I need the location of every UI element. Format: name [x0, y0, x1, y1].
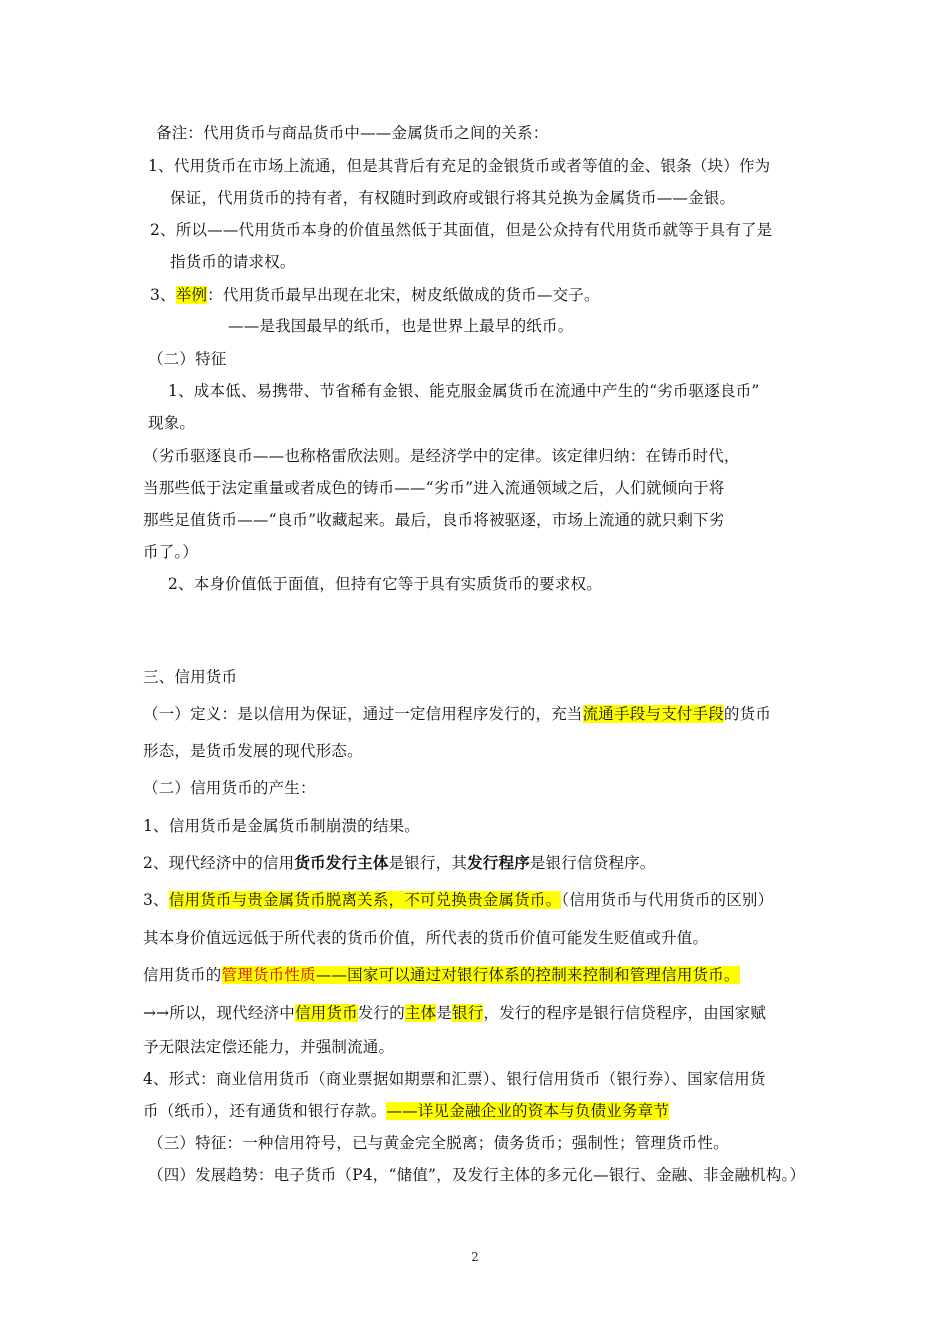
credit-heading: [143, 667, 237, 687]
origin-item-2-text-a: 2、现代经济中的信用: [143, 854, 295, 872]
forms-text-1: 4、形式：商业信用货币（商业票据如期票和汇票）、银行信用货币（银行券）、国家信用货: [143, 1070, 766, 1088]
origin-item-3-text: （信用货币与代用货币的区别）: [561, 891, 774, 909]
definition-text-b: 的货币: [723, 705, 772, 723]
gresham-text-4: 币了。）: [143, 543, 199, 561]
features-heading: [148, 349, 227, 369]
gresham-text-1: （劣币驱逐良币——也称格雷欣法则。是经济学中的定律。该定律归纳：在铸币时代，: [143, 447, 740, 465]
notes-item-1-line-1: [148, 156, 770, 176]
conclusion-text-b: 发行的: [357, 1004, 405, 1022]
feature-1-text-1: 1、成本低、易携带、节省稀有金银、能克服金属货币在流通中产生的“劣币驱逐良币”: [168, 382, 760, 400]
conclusion-text-2: 予无限法定偿还能力，并强制流通。: [143, 1038, 395, 1056]
notes-item-2-text-2: 指货币的请求权。: [170, 253, 296, 271]
notes-title: [156, 123, 549, 143]
notes-item-3-prefix: 3、: [150, 286, 176, 304]
gresham-line-1: [143, 446, 740, 466]
definition-highlight: 流通手段与支付手段: [582, 705, 724, 723]
origin-item-2-text-c: 是银行，其: [388, 854, 468, 872]
bank-highlight: 银行: [452, 1004, 484, 1022]
notes-item-3-line-2: [228, 316, 573, 336]
origin-item-3-prefix: 3、: [143, 891, 169, 909]
credit-definition-line-1: [143, 704, 771, 724]
origin-item-2-text-d: 是银行信贷程序。: [529, 854, 656, 872]
credit-features-line: [148, 1133, 729, 1153]
gresham-line-4: [143, 542, 198, 562]
notes-item-1-text-2: 保证，代用货币的持有者，有权随时到政府或银行将其兑换为金属货币——金银。: [170, 189, 736, 207]
conclusion-line-2: [143, 1037, 394, 1057]
issuer-bold: 货币发行主体: [294, 853, 389, 872]
credit-heading-text: 三、信用货币: [143, 668, 238, 686]
features-heading-text: （二）特征: [148, 350, 227, 368]
forms-line-1: [143, 1069, 766, 1089]
origin-heading: [143, 778, 316, 798]
page-number: 2: [471, 1250, 479, 1264]
trend-text: （四）发展趋势：电子货币（P4，“储值”，及发行主体的多元化—银行、金融、非金融机构。）: [148, 1166, 806, 1184]
example-highlight: 举例: [175, 286, 208, 304]
gresham-text-2: 当那些低于法定重量或者成色的铸币——“劣币”进入流通领域之后，人们就倾向于将: [143, 479, 725, 497]
procedure-bold: 发行程序: [467, 853, 530, 872]
notes-item-2-text-1: 2、所以——代用货币本身的价值虽然低于其面值，但是公众持有代用货币就等于具有了是: [150, 221, 773, 239]
definition-text-2: 形态，是货币发展的现代形态。: [143, 742, 363, 760]
managed-text-a: 信用货币的: [143, 966, 222, 984]
credit-money-highlight: 信用货币: [294, 1004, 358, 1022]
conclusion-text-c: 是: [436, 1004, 453, 1022]
conclusion-text-a: →→所以，现代经济中: [143, 1004, 295, 1022]
forms-line-2: [143, 1101, 669, 1121]
origin-heading-text: （二）信用货币的产生：: [143, 779, 316, 797]
notes-item-2-line-1: [150, 220, 772, 240]
subject-highlight: 主体: [404, 1004, 437, 1022]
origin-item-3-line-1: [143, 890, 773, 910]
feature-1-text-2: 现象。: [148, 414, 196, 432]
definition-text-a: （一）定义：是以信用为保证，通过一定信用程序发行的，充当: [143, 705, 583, 723]
notes-item-1-text-1: 1、代用货币在市场上流通，但是其背后有充足的金银货币或者等值的金、银条（块）作为: [148, 157, 771, 175]
notes-item-3-text-2: ——是我国最早的纸币，也是世界上最早的纸币。: [228, 317, 574, 335]
notes-item-3-text: ：代用货币最早出现在北宋，树皮纸做成的货币—交子。: [207, 286, 600, 304]
feature-2-line: [168, 574, 602, 594]
chapter-reference-highlight: ——详见金融企业的资本与负债业务章节: [386, 1102, 670, 1120]
credit-features-text: （三）特征：一种信用符号，已与黄金完全脱离；债务货币；强制性；管理货币性。: [148, 1134, 729, 1152]
trend-line: [148, 1165, 805, 1185]
notes-item-2-line-2: [170, 252, 296, 272]
conclusion-line-1: [143, 1003, 766, 1023]
origin-item-2: [143, 853, 656, 873]
managed-nature-highlight: 管理货币性质: [221, 966, 316, 984]
feature-1-line-2: [148, 413, 195, 433]
gresham-text-3: 那些足值货币——“良币”收藏起来。最后，良币将被驱逐，市场上流通的就只剩下劣: [143, 511, 725, 529]
conclusion-text-d: ，发行的程序是银行信贷程序，由国家赋: [483, 1004, 767, 1022]
origin-item-1-text: 1、信用货币是金属货币制崩溃的结果。: [143, 817, 420, 835]
notes-item-1-line-2: [170, 188, 735, 208]
state-control-highlight: ——国家可以通过对银行体系的控制来控制和管理信用货币。: [315, 966, 740, 984]
origin-item-3-line-2: [143, 928, 708, 948]
non-convertible-highlight: 信用货币与贵金属货币脱离关系，不可兑换贵金属货币。: [168, 891, 562, 909]
feature-2-text: 2、本身价值低于面值，但持有它等于具有实质货币的要求权。: [168, 575, 602, 593]
forms-text-2: 币（纸币），还有通货和银行存款。: [143, 1102, 387, 1120]
gresham-line-3: [143, 510, 724, 530]
origin-item-3-text-2: 其本身价值远远低于所代表的货币价值，所代表的货币价值可能发生贬值或升值。: [143, 929, 709, 947]
notes-item-3-line-1: [150, 285, 600, 305]
managed-currency-line: [143, 965, 740, 985]
origin-item-1: [143, 816, 420, 836]
feature-1-line-1: [168, 381, 760, 401]
gresham-line-2: [143, 478, 724, 498]
credit-definition-line-2: [143, 741, 363, 761]
notes-title-text: 备注：代用货币与商品货币中——金属货币之间的关系：: [156, 124, 549, 142]
